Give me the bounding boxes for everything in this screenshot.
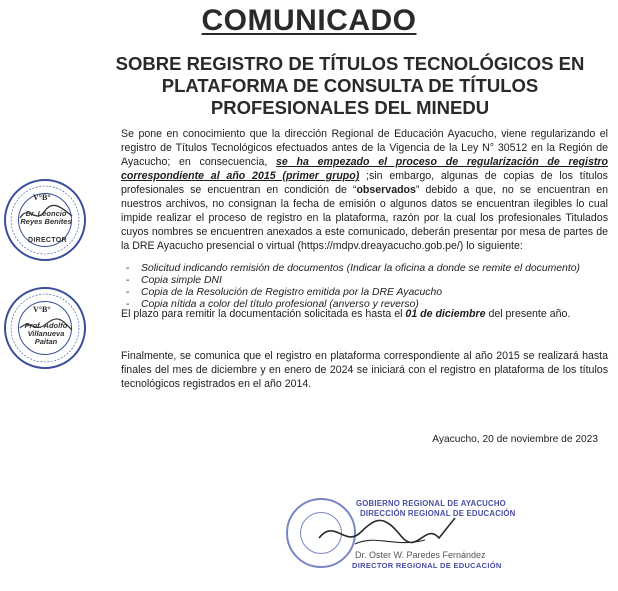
requirement-item: - Copia nítida a color del título profesional (anverso y reverso) bbox=[121, 299, 591, 311]
document-subtitle: SOBRE REGISTRO DE TÍTULOS TECNOLÓGICOS EN PLATAFORMA DE CONSULTA DE TÍTULOS PROFESIONALES DEL MINEDU bbox=[115, 53, 585, 118]
paragraph-intro-emphasis: se ha empezado el proceso de regularización de registro correspondiente al año 2015 (primer grupo) bbox=[121, 156, 608, 182]
requirements-list bbox=[121, 263, 591, 311]
signer-name-top: Dr. Leoncio Reyes Benites bbox=[20, 209, 72, 226]
signature-regional-icon bbox=[315, 508, 465, 554]
paragraph-intro-part3: ” debido a que, no se encuentran en nuestros archivos, no consignan la fecha de emisión o algunos datos se encuentran ilegibles lo cual impide realizar el proceso de registro en la plataforma, razón por la cual los profesionales Titulados cuyos nombres se encuentren anexados a este comunicado, deberán presentar por mesa de partes de la DRE Ayacucho presencial o virtual (https://mdpv.dreayacucho.gob.pe/) lo siguiente: bbox=[121, 184, 608, 252]
paragraph-intro-status: observados bbox=[356, 184, 416, 196]
vb-mark-top: V°B° bbox=[33, 193, 51, 202]
document-date: Ayacucho, 20 de noviembre de 2023 bbox=[432, 434, 598, 445]
stamp-org: GOBIERNO REGIONAL DE AYACUCHO bbox=[356, 499, 506, 508]
regional-director-name: Dr. Oster W. Paredes Fernández bbox=[355, 550, 486, 560]
stamp-office: DIRECCIÓN REGIONAL DE EDUCACIÓN bbox=[360, 509, 516, 518]
paragraph-intro bbox=[121, 127, 608, 253]
signature-scribble-top-icon bbox=[16, 202, 76, 226]
signature-scribble-bottom-icon bbox=[16, 314, 76, 338]
paragraph-deadline-part1: El plazo para remitir la documentación solicitada es hasta el bbox=[121, 308, 406, 320]
requirement-item: - Copia simple DNI bbox=[121, 275, 591, 287]
paragraph-intro-part2: ;sin embargo, algunas de copias de los títulos profesionales se encuentran en condición de “ bbox=[121, 170, 608, 196]
signer-name-bottom: Prof. Adolfo Villanueva Paitan bbox=[24, 321, 68, 346]
regional-director-role: DIRECTOR REGIONAL DE EDUCACIÓN bbox=[352, 561, 502, 570]
paragraph-intro-part1: Se pone en conocimiento que la dirección Regional de Educación Ayacucho, viene regularizando el registro de Títulos Tecnológicos efectuados antes de la Vigencia de la Ley N° 30512 en la Región de Ayacucho; en consecuencia, bbox=[121, 128, 608, 168]
paragraph-deadline-part2: del presente año. bbox=[485, 308, 571, 320]
requirement-item: - Copia de la Resolución de Registro emitida por la DRE Ayacucho bbox=[121, 287, 591, 299]
paragraph-deadline bbox=[121, 307, 608, 321]
paragraph-final: Finalmente, se comunica que el registro en plataforma correspondiente al año 2015 se realizará hasta finales del mes de diciembre y en enero de 2024 se iniciará con el registro en plataforma de los títulos tecnológicos registrados en el año 2014. bbox=[121, 350, 608, 390]
vb-mark-bottom: V°B° bbox=[33, 305, 51, 314]
signer-role-top: DIRECTOR bbox=[28, 237, 67, 244]
deadline-date: 01 de diciembre bbox=[405, 308, 486, 320]
requirement-item: - Solicitud indicando remisión de documentos (Indicar la oficina a donde se remite el documento) bbox=[121, 263, 591, 275]
document-title: COMUNICADO bbox=[201, 4, 417, 37]
